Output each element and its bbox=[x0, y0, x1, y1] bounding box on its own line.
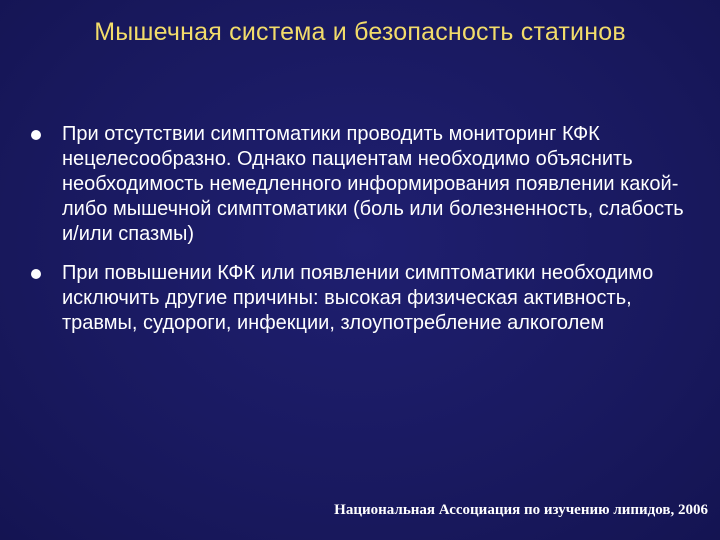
bullet-list bbox=[30, 122, 700, 350]
bullet-text: При повышении КФК или появлении симптоматики необходимо исключить другие причины: высокая физическая активность, травмы, судороги, инфекции, злоупотребление алкоголем bbox=[62, 262, 654, 334]
bullet-item bbox=[30, 122, 700, 247]
slide-title: Мышечная система и безопасность статинов bbox=[94, 18, 626, 46]
bullet-text: При отсутствии симптоматики проводить мониторинг КФК нецелесообразно. Однако пациентам необходимо объяснить необходимость немедленного информирования появлении какой-либо мышечной симптоматики (боль или болезненность, слабость и/или спазмы) bbox=[62, 123, 684, 245]
bullet-item bbox=[30, 261, 700, 336]
bullet-dot-icon bbox=[31, 269, 41, 279]
source-citation: Национальная Ассоциация по изучению липидов, 2006 bbox=[334, 502, 708, 518]
bullet-dot-icon bbox=[31, 130, 41, 140]
